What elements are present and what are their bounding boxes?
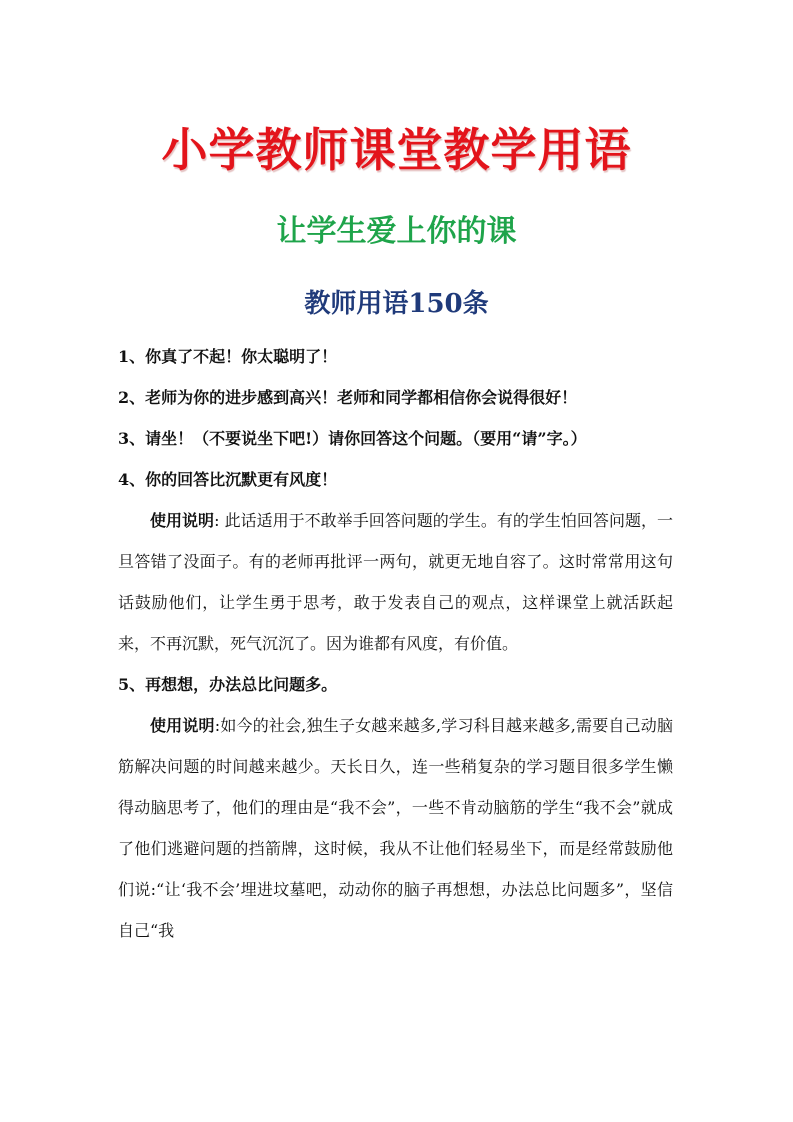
list-item: 1、你真了不起！你太聪明了！ xyxy=(118,347,338,366)
usage-note-paragraph xyxy=(118,500,673,664)
list-item: 2、老师为你的进步感到高兴！老师和同学都相信你会说得很好！ xyxy=(118,388,578,407)
list-item: 4、你的回答比沉默更有风度！ xyxy=(118,470,338,489)
usage-note-label: 使用说明 xyxy=(150,716,215,735)
usage-note-text: : 此话适用于不敢举手回答问题的学生。有的学生怕回答问题，一旦答错了没面子。有的老师再批评一两句，就更无地自容了。这时常常用这句话鼓励他们，让学生勇于思考，敢于发表自己的观点，这样课堂上就活跃起来，不再沉默，死气沉沉了。因为谁都有风度，有价值。 xyxy=(118,511,673,653)
list-item: 5、再想想，办法总比问题多。 xyxy=(118,675,338,694)
usage-note-text: :如今的社会,独生子女越来越多,学习科目越来越多,需要自己动脑筋解决问题的时间越来越少。天长日久，连一些稍复杂的学习题目很多学生懒得动脑思考了，他们的理由是“我不会”，一些不肯动脑筋的学生“我不会”就成了他们逃避问题的挡箭牌，这时候，我从不让他们轻易坐下，而是经常鼓励他们说:“让‘我不会’埋进坟墓吧，动动你的脑子再想想，办法总比问题多”，坚信自己“我 xyxy=(118,716,673,940)
subtitle: 让学生爱上你的课 xyxy=(276,214,517,249)
main-title: 小学教师课堂教学用语 xyxy=(161,123,632,177)
list-item: 3、请坐！（不要说坐下吧!）请你回答这个问题。（要用“请”字。） xyxy=(118,429,587,448)
section-title: 教师用语150条 xyxy=(304,289,489,319)
document-body xyxy=(118,336,673,951)
usage-note-paragraph xyxy=(118,705,673,951)
usage-note-label: 使用说明 xyxy=(150,511,215,530)
